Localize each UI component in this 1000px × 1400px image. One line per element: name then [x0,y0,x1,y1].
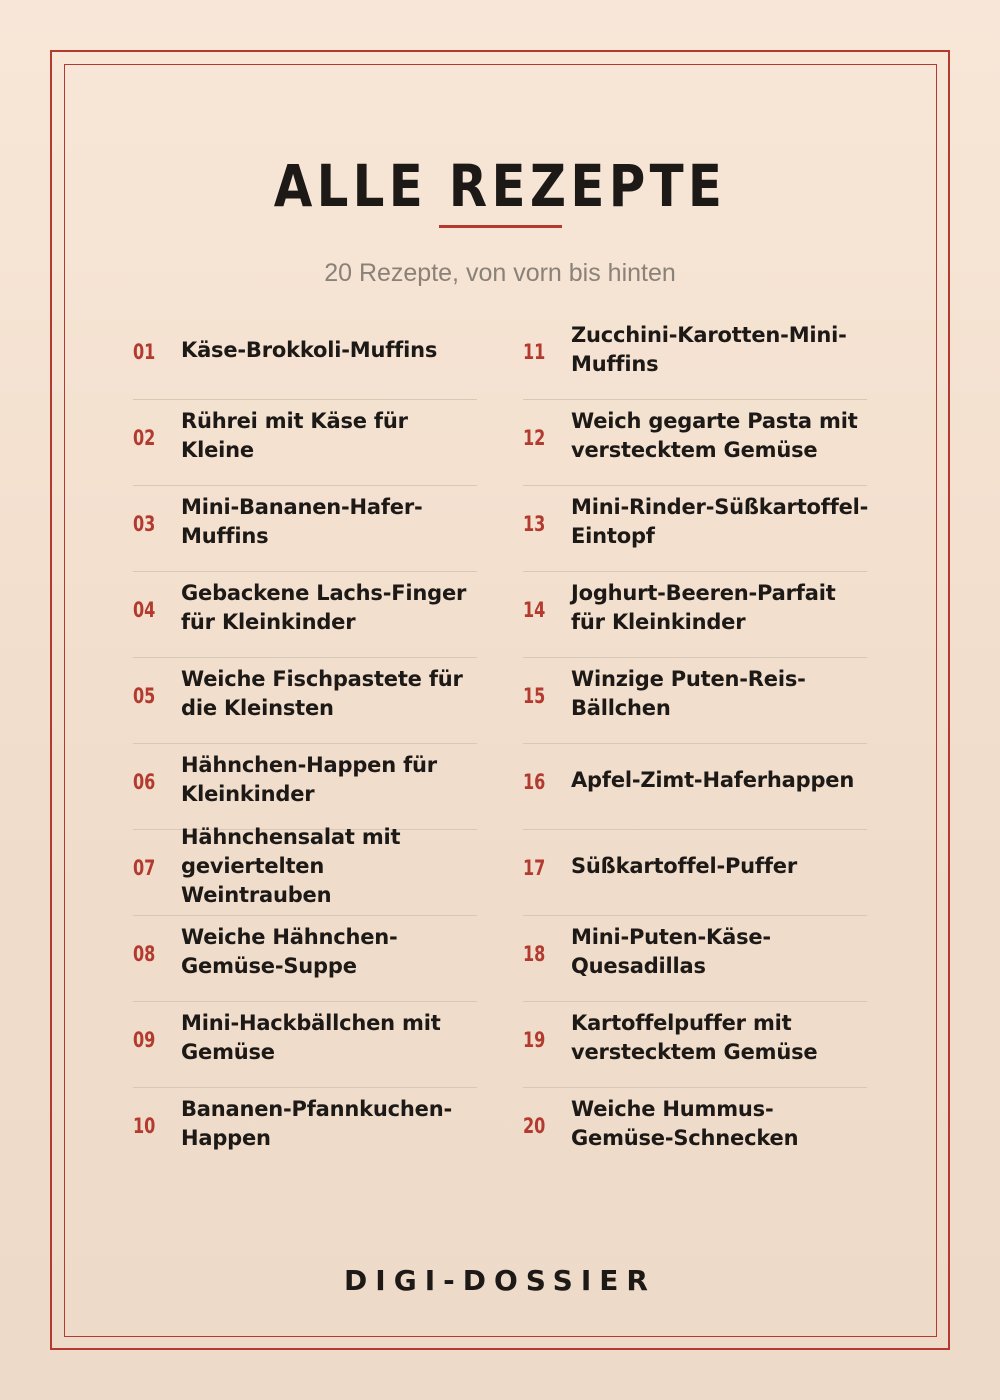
recipe-number: 17 [523,855,546,880]
recipe-number: 01 [133,339,156,364]
recipe-item [523,658,867,744]
recipe-name: Hähnchen-Happen für Kleinkinder [181,753,437,806]
recipe-name: Hähnchensalat mit geviertelten Weintrauben [181,824,401,907]
recipe-number: 12 [523,425,546,450]
recipe-number: 10 [133,1113,156,1138]
recipe-name: Mini-Puten-Käse-Quesadillas [571,925,771,978]
recipe-number: 16 [523,769,546,794]
page-title: ALLE REZEPTE [273,152,727,220]
recipe-number: 19 [523,1027,546,1052]
recipe-name: Weiche Hähnchen-Gemüse-Suppe [181,925,398,978]
recipe-number: 04 [133,597,156,622]
recipe-number: 13 [523,511,546,536]
recipe-item [133,572,477,658]
recipe-number: 14 [523,597,546,622]
recipe-name: Mini-Rinder-Süßkartoffel-Eintopf [571,495,869,548]
recipe-number: 08 [133,941,156,966]
recipe-item [523,400,867,486]
recipe-name: Weiche Fischpastete für die Kleinsten [181,667,463,720]
recipe-item [133,486,477,572]
recipe-item [133,314,477,400]
recipe-item [133,400,477,486]
page-subtitle: 20 Rezepte, von vorn bis hinten [324,259,676,287]
brand-footer: DIGI-DOSSIER [344,1264,656,1297]
recipe-item [133,916,477,1002]
recipe-list-left [133,314,477,1173]
recipe-number: 20 [523,1113,546,1138]
recipe-name: Apfel-Zimt-Haferhappen [571,767,855,792]
recipe-item [133,1002,477,1088]
recipe-item [523,314,867,400]
recipe-item [523,830,867,916]
recipe-number: 06 [133,769,156,794]
recipe-item [523,1088,867,1173]
recipe-number: 09 [133,1027,156,1052]
recipe-name: Weiche Hummus-Gemüse-Schnecken [571,1097,799,1150]
title-underline [439,225,562,228]
recipe-name: Mini-Bananen-Hafer-Muffins [181,495,423,548]
recipe-item [133,824,477,916]
recipe-name: Joghurt-Beeren-Parfait für Kleinkinder [571,581,836,634]
recipe-item [133,744,477,830]
recipe-item [523,1002,867,1088]
recipe-number: 15 [523,683,546,708]
recipe-name: Gebackene Lachs-Finger für Kleinkinder [181,581,467,634]
recipe-name: Süßkartoffel-Puffer [571,853,797,878]
recipe-item [523,486,867,572]
recipe-name: Käse-Brokkoli-Muffins [181,337,438,362]
recipe-name: Kartoffelpuffer mit verstecktem Gemüse [571,1011,818,1064]
recipe-number: 03 [133,511,156,536]
recipe-number: 05 [133,683,156,708]
recipe-name: Winzige Puten-Reis-Bällchen [571,667,806,720]
recipe-name: Rührei mit Käse für Kleine [181,409,408,462]
recipe-number: 11 [523,339,546,364]
recipe-item [523,572,867,658]
recipe-item [133,1088,477,1173]
recipe-name: Mini-Hackbällchen mit Gemüse [181,1011,441,1064]
recipe-name: Zucchini-Karotten-Mini-Muffins [571,323,847,376]
recipe-item [523,916,867,1002]
recipe-item [133,658,477,744]
recipe-number: 07 [133,855,156,880]
recipe-item [523,744,867,830]
recipe-name: Bananen-Pfannkuchen-Happen [181,1097,452,1150]
recipe-list-right [523,314,867,1173]
recipe-name: Weich gegarte Pasta mit verstecktem Gemüse [571,409,858,462]
recipe-number: 02 [133,425,156,450]
recipe-number: 18 [523,941,546,966]
